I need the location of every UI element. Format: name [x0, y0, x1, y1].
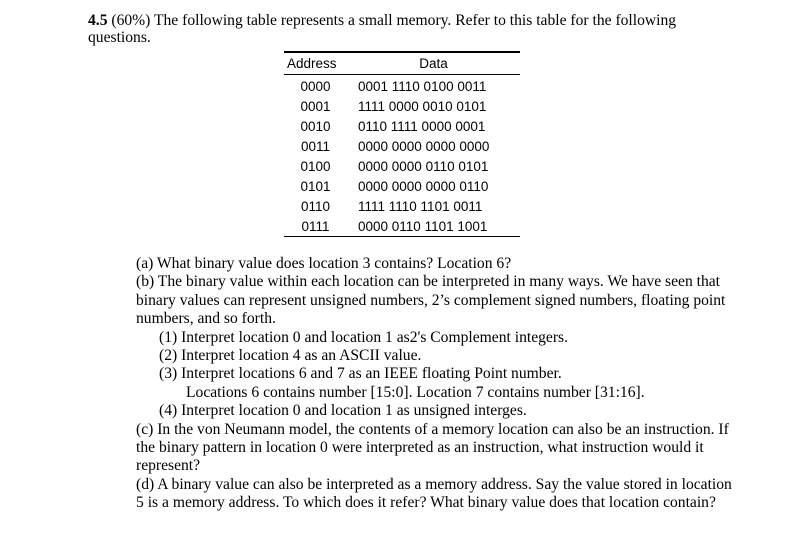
data-cell: 0000 0110 1101 1001: [347, 216, 520, 237]
address-cell: 0001: [300, 98, 331, 114]
address-cell: 0011: [300, 138, 331, 154]
problem-intro: (60%) The following table represents a small memory. Refer to this table for the following questions.: [88, 12, 677, 46]
question-a: (a) What binary value does location 3 contains? Location 6?: [136, 255, 512, 272]
address-cell: 0000: [300, 78, 331, 94]
address-cell: 0010: [300, 118, 331, 134]
data-column-header: Data: [347, 52, 520, 75]
question-list: [136, 255, 736, 513]
table-row: [284, 196, 520, 216]
question-b4: (4) Interpret location 0 and location 1 as unsigned interges.: [159, 402, 527, 420]
table-row: [284, 116, 520, 136]
data-cell: 1111 1110 1101 0011: [358, 198, 483, 214]
memory-table: [284, 51, 520, 237]
question-d: (d) A binary value can also be interpreted as a memory address. Say the value stored in location 5 is a memory address. To which does it refer? What binary value does that location contain?: [136, 475, 732, 512]
address-column-header: Address: [284, 52, 347, 75]
data-cell: 0000 0000 0000 0000: [358, 138, 490, 154]
question-b3-note: Locations 6 contains number [15:0]. Location 7 contains number [31:16].: [186, 383, 645, 401]
address-cell: 0101: [300, 178, 331, 194]
data-cell: 0000 0000 0000 0110: [358, 178, 489, 194]
table-row: [284, 75, 520, 97]
problem-number: 4.5: [88, 12, 108, 29]
table-row: [284, 136, 520, 156]
question-b3: (3) Interpret locations 6 and 7 as an IEEE floating Point number.: [159, 365, 562, 383]
problem-heading: [88, 12, 728, 46]
table-row: [284, 216, 520, 237]
question-c: (c) In the von Neumann model, the contents of a memory location can also be an instruction. If the binary pattern in location 0 were interpreted as an instruction, what instruction would it represent?: [136, 420, 729, 475]
address-cell: 0100: [300, 158, 331, 174]
question-b1: (1) Interpret location 0 and location 1 as2's Complement integers.: [159, 328, 569, 346]
table-row: [284, 176, 520, 196]
question-b: (b) The binary value within each location can be interpreted in many ways. We have seen that binary values can represent unsigned numbers, 2’s complement signed numbers, floating point numbers, and so forth.: [136, 273, 726, 328]
table-row: [284, 96, 520, 116]
data-cell: 0000 0000 0110 0101: [358, 158, 489, 174]
data-cell: 1111 0000 0010 0101: [358, 98, 487, 114]
question-b2: (2) Interpret location 4 as an ASCII value.: [159, 347, 422, 365]
data-cell: 0110 1111 0000 0001: [358, 118, 486, 134]
address-cell: 0110: [300, 198, 331, 214]
address-cell: 0111: [284, 216, 347, 237]
table-row: [284, 156, 520, 176]
table-header-row: [284, 52, 520, 75]
data-cell: 0001 1110 0100 0011: [358, 78, 487, 94]
